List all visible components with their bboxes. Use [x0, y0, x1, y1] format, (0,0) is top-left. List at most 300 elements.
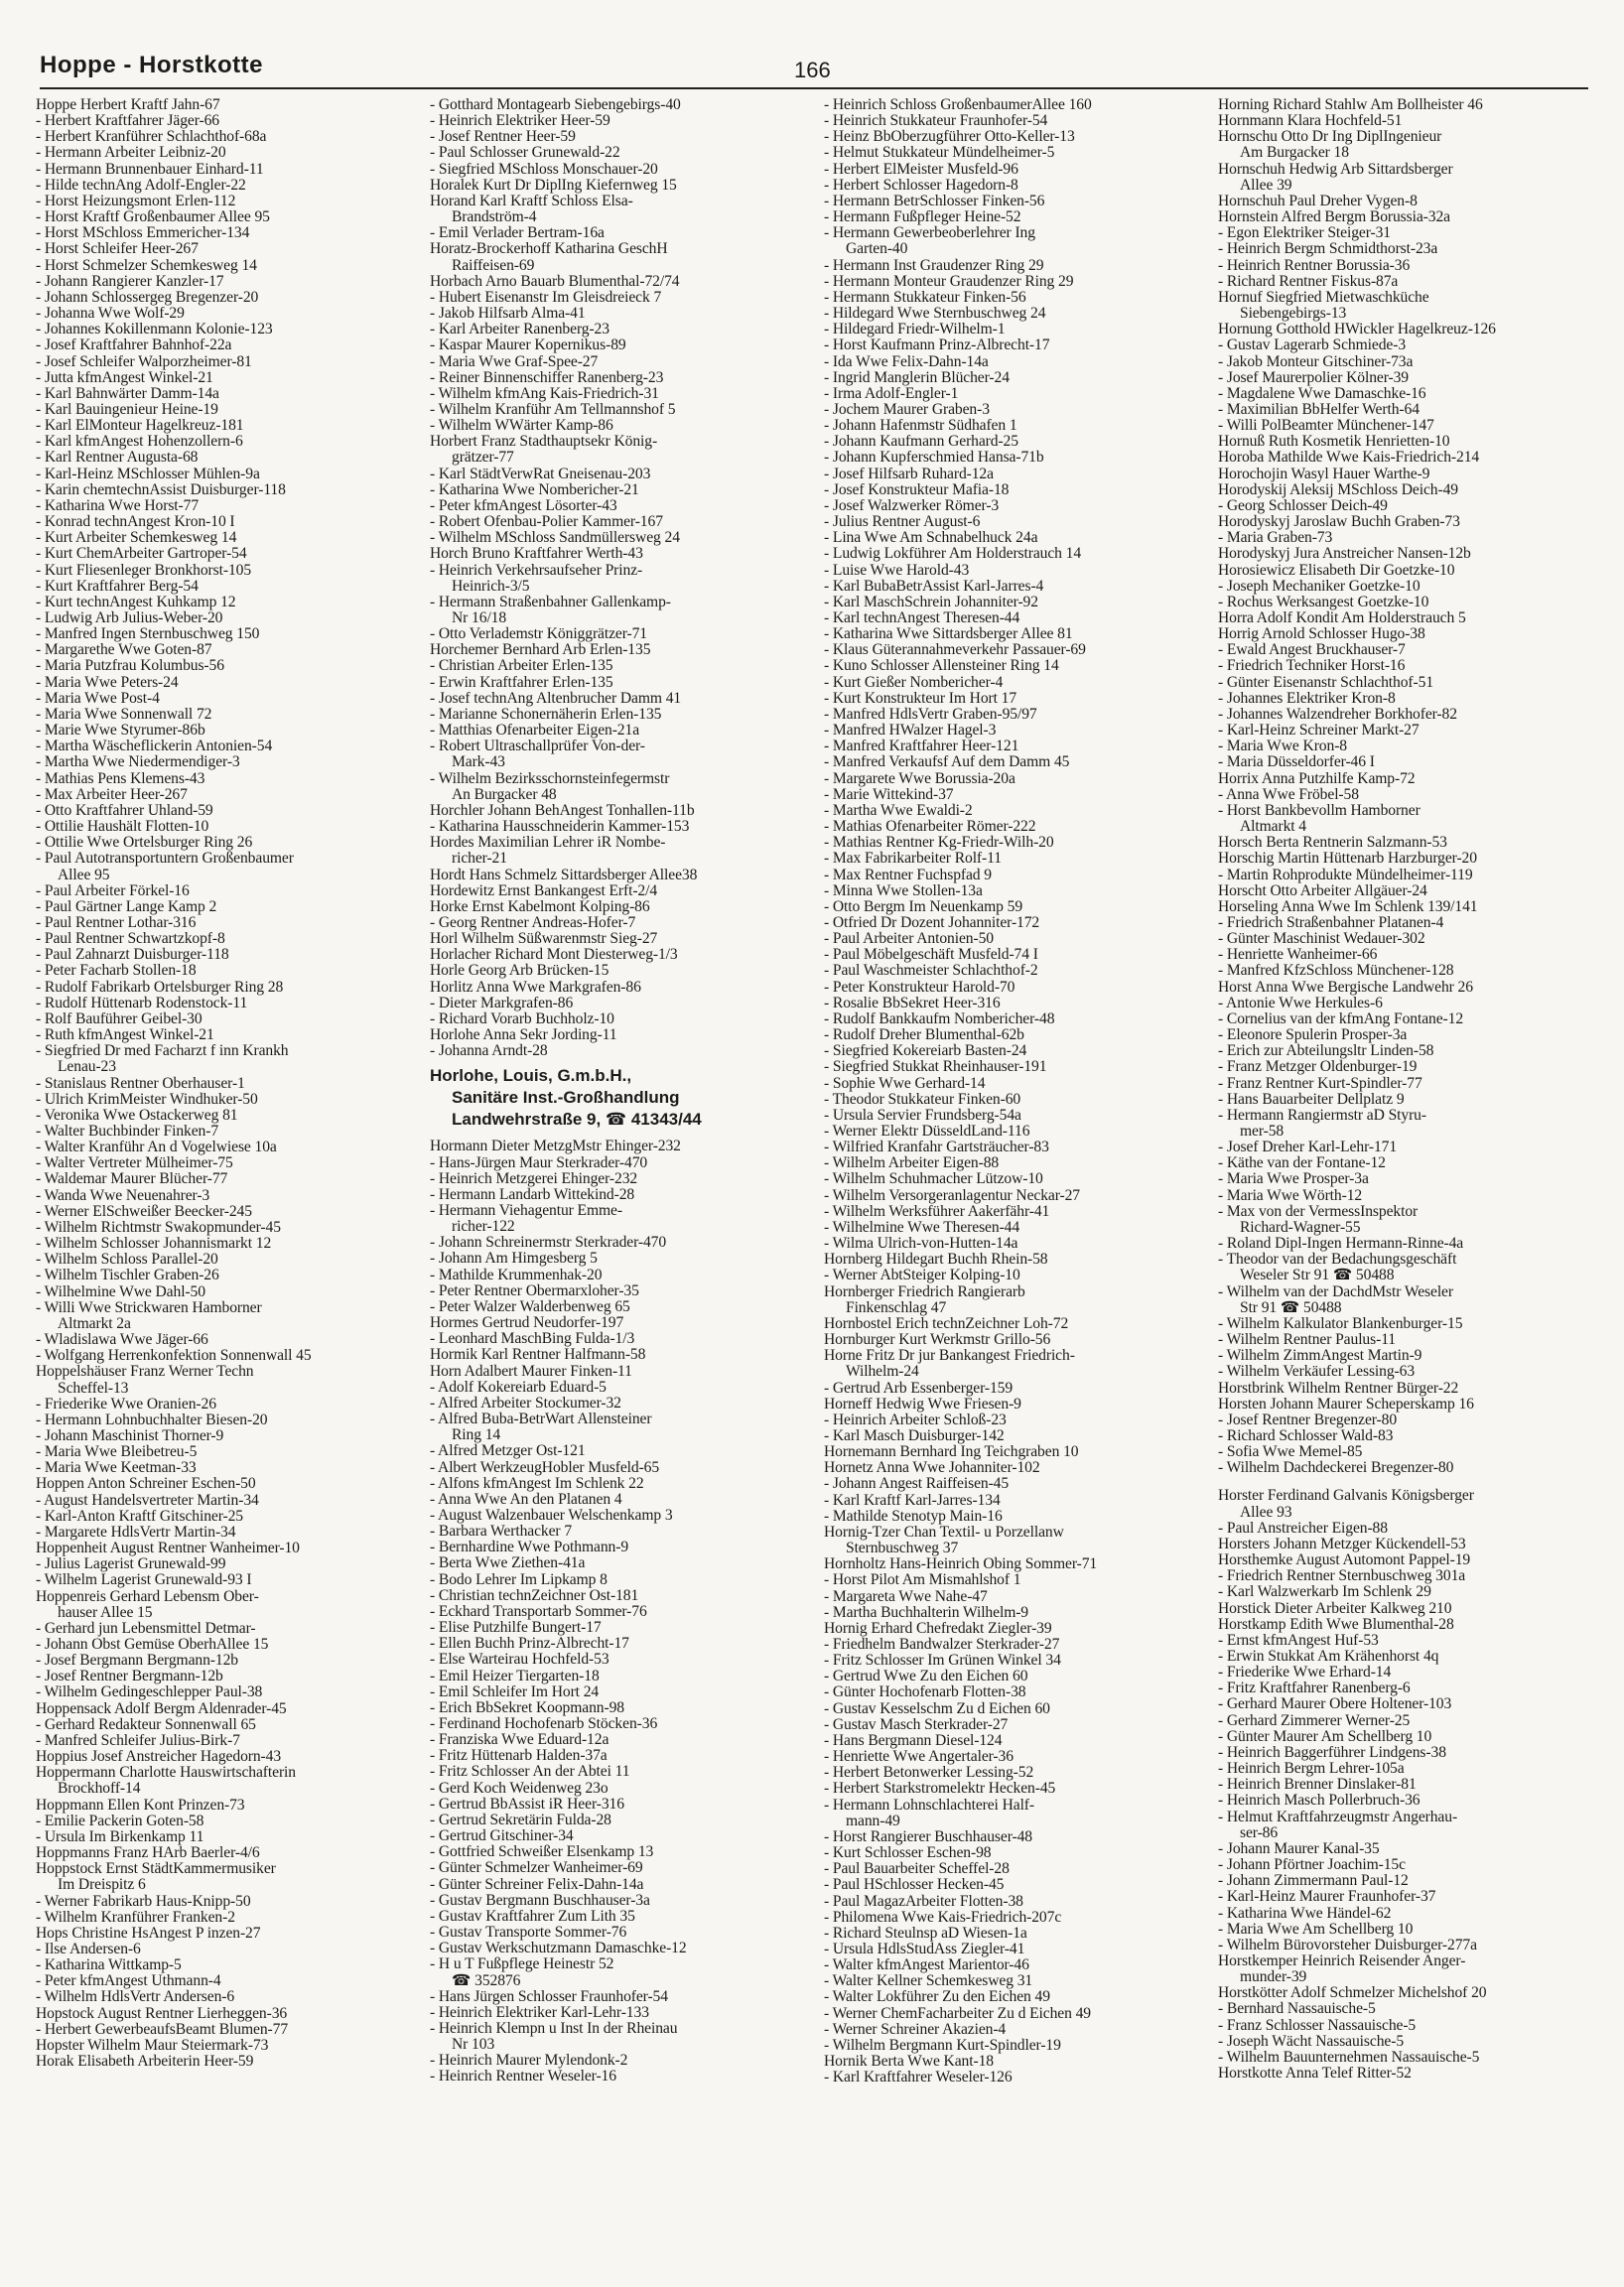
directory-entry: Hoppe Herbert Kraftf Jahn-67	[36, 97, 220, 113]
directory-entry: - Josef Rentner Bergmann-12b	[36, 1668, 223, 1685]
directory-entry: - Peter kfmAngest Uthmann-4	[36, 1972, 221, 1990]
directory-entry: - Peter Facharb Stollen-18	[36, 962, 197, 980]
directory-entry-continuation: Finkenschlag 47	[846, 1298, 947, 1316]
directory-entry: - Wilhelm Kalkulator Blankenburger-15	[1218, 1314, 1463, 1332]
directory-entry-continuation: Lenau-23	[58, 1058, 116, 1076]
directory-entry: - Wilhelm Werksführer Aakerfähr-41	[824, 1202, 1050, 1220]
directory-entry: - Gustav Bergmann Buschhauser-3a	[430, 1891, 650, 1909]
directory-entry-continuation: Raiffeisen-69	[452, 256, 535, 274]
directory-entry: - Paul Anstreicher Eigen-88	[1218, 1519, 1388, 1537]
directory-entry: - Willi PolBeamter Münchener-147	[1218, 417, 1434, 435]
directory-column-3	[824, 97, 1200, 2271]
directory-entry: - Albert WerkzeugHobler Musfeld-65	[430, 1458, 660, 1476]
directory-entry: - Wilhelm Bauunternehmen Nassauische-5	[1218, 2048, 1480, 2066]
directory-entry: Hornholtz Hans-Heinrich Obing Sommer-71	[824, 1555, 1098, 1573]
directory-entry: Horbach Arno Bauarb Blumenthal-72/74	[430, 272, 680, 290]
directory-entry: - Hermann Arbeiter Leibniz-20	[36, 144, 226, 162]
directory-entry: - Marianne Schonernäherin Erlen-135	[430, 705, 662, 723]
directory-entry: - Ludwig Lokführer Am Holderstrauch 14	[824, 545, 1082, 563]
directory-entry: Horsters Johann Metzger Kückendell-53	[1218, 1535, 1466, 1552]
directory-entry: Horrig Arnold Schlosser Hugo-38	[1218, 625, 1425, 643]
directory-entry: - Kurt Konstrukteur Im Hort 17	[824, 689, 1017, 707]
directory-entry-continuation: Siebengebirgs-13	[1240, 305, 1347, 323]
directory-entry: - Paul Arbeiter Antonien-50	[824, 930, 994, 948]
directory-entry-continuation: Mark-43	[452, 753, 505, 771]
directory-entry-continuation: Allee 39	[1240, 176, 1292, 194]
directory-entry: - Hermann Viehagentur Emme-	[430, 1202, 622, 1219]
directory-entry: - Philomena Wwe Kais-Friedrich-207c	[824, 1908, 1062, 1926]
directory-entry: Horstbrink Wilhelm Rentner Bürger-22	[1218, 1379, 1459, 1397]
directory-entry: - Helmut Stukkateur Mündelheimer-5	[824, 144, 1055, 162]
directory-entry: - Paul Rentner Lothar-316	[36, 913, 197, 931]
directory-entry: Hoppius Josef Anstreicher Hagedorn-43	[36, 1748, 282, 1766]
directory-entry-continuation: grätzer-77	[452, 449, 514, 467]
directory-entry: - Karl Kraftf Karl-Jarres-134	[824, 1491, 1001, 1509]
directory-entry: - Johann Rangierer Kanzler-17	[36, 272, 224, 290]
directory-entry: Horsch Berta Rentnerin Salzmann-53	[1218, 834, 1447, 852]
directory-entry: - Katharina Hausschneiderin Kammer-153	[430, 818, 690, 836]
directory-entry: - Johanna Wwe Wolf-29	[36, 305, 185, 323]
directory-entry: - Erich zur Abteilungsltr Linden-58	[1218, 1042, 1434, 1060]
directory-entry-continuation: Weseler Str 91 ☎ 50488	[1240, 1267, 1395, 1284]
directory-entry: - Mathilde Krummenhak-20	[430, 1266, 603, 1283]
directory-entry: - Kurt technAngest Kuhkamp 12	[36, 593, 236, 610]
directory-entry: - Max von der VermessInspektor	[1218, 1202, 1419, 1220]
directory-entry: - Wilhelm Rentner Paulus-11	[1218, 1331, 1397, 1349]
directory-entry: Hornig Erhard Chefredakt Ziegler-39	[824, 1619, 1052, 1637]
directory-entry-continuation: mann-49	[846, 1812, 900, 1829]
directory-entry: - Herbert GewerbeaufsBeamt Blumen-77	[36, 2020, 289, 2038]
directory-entry: - Josef Dreher Karl-Lehr-171	[1218, 1139, 1398, 1156]
directory-entry: - Maria Wwe Kron-8	[1218, 738, 1347, 755]
directory-entry: - Johann Zimmermann Paul-12	[1218, 1872, 1409, 1890]
directory-entry: - Martha Wäscheflickerin Antonien-54	[36, 738, 273, 755]
directory-entry: - Jochem Maurer Graben-3	[824, 400, 990, 418]
directory-entry-continuation: hauser Allee 15	[58, 1603, 153, 1621]
directory-entry: - Karl Kraftfahrer Weseler-126	[824, 2069, 1013, 2086]
directory-entry: - Hans Bauarbeiter Dellplatz 9	[1218, 1090, 1405, 1108]
directory-entry: - Siegfried Stukkat Rheinhauser-191	[824, 1058, 1047, 1076]
directory-entry: - Berta Wwe Ziethen-41a	[430, 1554, 586, 1572]
directory-entry: - Horst Kaufmann Prinz-Albrecht-17	[824, 336, 1050, 354]
directory-entry: - Wilhelmine Wwe Theresen-44	[824, 1218, 1020, 1236]
directory-entry: - Maria Düsseldorfer-46 I	[1218, 753, 1375, 771]
directory-entry: - Maria Wwe Sonnenwall 72	[36, 705, 212, 723]
directory-entry: Horalek Kurt Dr DiplIng Kiefernweg 15	[430, 176, 677, 194]
directory-entry: Horosiewicz Elisabeth Dir Goetzke-10	[1218, 561, 1455, 579]
directory-entry: - Maria Wwe Wörth-12	[1218, 1186, 1363, 1204]
page-header-title: Hoppe - Horstkotte	[40, 52, 263, 78]
directory-entry: - Ellen Buchh Prinz-Albrecht-17	[430, 1635, 629, 1653]
directory-entry: - Gerd Koch Weidenweg 23o	[430, 1779, 609, 1797]
directory-entry: Hornuß Ruth Kosmetik Henrietten-10	[1218, 433, 1450, 451]
directory-entry: - Wilhelmine Wwe Dahl-50	[36, 1282, 205, 1300]
directory-entry: - Kurt Arbeiter Schemkesweg 14	[36, 529, 237, 547]
directory-entry: Hornig-Tzer Chan Textil- u Porzellanw	[824, 1523, 1064, 1541]
directory-entry: Hornik Berta Wwe Kant-18	[824, 2053, 994, 2071]
directory-entry: - Karl Bauingenieur Heine-19	[36, 400, 218, 418]
directory-entry: - Otto Bergm Im Neuenkamp 59	[824, 897, 1023, 915]
directory-entry-continuation: Garten-40	[846, 240, 908, 258]
directory-entry: Horlohe Anna Sekr Jording-11	[430, 1026, 617, 1044]
directory-entry-continuation: Brandström-4	[452, 208, 537, 226]
directory-entry: - Wilhelm HdlsVertr Andersen-6	[36, 1988, 235, 2006]
directory-entry: - Henriette Wwe Angertaler-36	[824, 1748, 1014, 1766]
directory-entry: - Robert Ofenbau-Polier Kammer-167	[430, 513, 663, 531]
directory-entry: - Hilde technAng Adolf-Engler-22	[36, 176, 246, 194]
directory-entry: - Elise Putzhilfe Bungert-17	[430, 1619, 602, 1637]
directory-entry: - Johann Schlossergeg Bregenzer-20	[36, 288, 259, 306]
directory-entry: - Fritz Kraftfahrer Ranenberg-6	[1218, 1680, 1411, 1697]
directory-entry: - Heinrich Stukkateur Fraunhofer-54	[824, 112, 1048, 130]
directory-entry: - Margarethe Wwe Goten-87	[36, 641, 212, 659]
directory-entry: - Christian technZeichner Ost-181	[430, 1586, 639, 1604]
directory-entry: - Ilse Andersen-6	[36, 1940, 141, 1957]
directory-entry-continuation: Richard-Wagner-55	[1240, 1218, 1361, 1236]
directory-entry: - Wilhelm Bergmann Kurt-Spindler-19	[824, 2036, 1061, 2054]
directory-entry: - Martha Wwe Ewaldi-2	[824, 801, 973, 819]
directory-entry: - Wilfried Kranfahr Gartsträucher-83	[824, 1139, 1049, 1156]
directory-entry: Hoppstock Ernst StädtKammermusiker	[36, 1860, 276, 1878]
directory-entry: - Gerhard Redakteur Sonnenwall 65	[36, 1715, 256, 1733]
directory-entry: - Hermann Lohnschlachterei Half-	[824, 1796, 1034, 1814]
directory-entry: - Karl-Anton Kraftf Gitschiner-25	[36, 1507, 243, 1525]
directory-entry: - Fritz Hüttenarb Halden-37a	[430, 1747, 608, 1765]
directory-entry: - Stanislaus Rentner Oberhauser-1	[36, 1074, 245, 1092]
directory-entry: - Konrad technAngest Kron-10 I	[36, 513, 235, 531]
directory-entry: - Maria Wwe Peters-24	[36, 673, 179, 691]
directory-entry: - Siegfried Dr med Facharzt f inn Krankh	[36, 1042, 289, 1060]
directory-entry: - Siegfried MSchloss Monschauer-20	[430, 160, 658, 178]
directory-entry: - Gustav Kraftfahrer Zum Lith 35	[430, 1907, 635, 1925]
directory-entry: - Marie Wwe Styrumer-86b	[36, 722, 205, 740]
directory-entry: - Manfred Ingen Sternbuschweg 150	[36, 625, 260, 643]
directory-entry: - Josef Schleifer Walporzheimer-81	[36, 352, 252, 370]
directory-entry: Horak Elisabeth Arbeiterin Heer-59	[36, 2053, 254, 2071]
directory-entry: Hoppen Anton Schreiner Eschen-50	[36, 1475, 256, 1493]
directory-entry: Horodyskyj Jaroslaw Buchh Graben-73	[1218, 513, 1460, 531]
directory-entry: - Katharina Wwe Horst-77	[36, 496, 200, 514]
directory-entry: - Jakob Hilfsarb Alma-41	[430, 305, 586, 323]
directory-entry: - Josef Rentner Bregenzer-80	[1218, 1411, 1398, 1428]
directory-entry: - Gerhard Maurer Obere Holtener-103	[1218, 1695, 1452, 1713]
directory-entry: - Günter Hochofenarb Flotten-38	[824, 1683, 1026, 1701]
directory-entry: - Erwin Stukkat Am Krähenhorst 4q	[1218, 1648, 1439, 1665]
directory-entry: - Georg Schlosser Deich-49	[1218, 496, 1388, 514]
directory-entry: - Manfred Schleifer Julius-Birk-7	[36, 1731, 240, 1749]
directory-entry: - Leonhard MaschBing Fulda-1/3	[430, 1330, 635, 1348]
directory-entry: - Johann Angest Raiffeisen-45	[824, 1475, 1010, 1493]
page-number: 166	[794, 58, 831, 82]
directory-entry: - Gertrud Sekretärin Fulda-28	[430, 1811, 611, 1828]
directory-entry: - Johann Kaufmann Gerhard-25	[824, 433, 1018, 451]
directory-entry: Hornstein Alfred Bergm Borussia-32a	[1218, 208, 1450, 226]
directory-entry: Hornuf Siegfried Mietwaschküche	[1218, 288, 1429, 306]
directory-entry: - Barbara Werthacker 7	[430, 1523, 573, 1541]
directory-entry-continuation: richer-122	[452, 1218, 515, 1236]
directory-entry: - Mathias Rentner Kg-Friedr-Wilh-20	[824, 834, 1054, 852]
directory-entry: - Gerhard jun Lebensmittel Detmar-	[36, 1619, 256, 1637]
directory-entry: Hormik Karl Rentner Halfmann-58	[430, 1346, 646, 1364]
directory-entry: - Katharina Wwe Händel-62	[1218, 1904, 1392, 1922]
directory-entry-continuation: An Burgacker 48	[452, 785, 557, 803]
directory-entry: - Josef Hilfsarb Ruhard-12a	[824, 465, 994, 482]
directory-entry: Hornmann Klara Hochfeld-51	[1218, 112, 1403, 130]
directory-entry: Horstkamp Edith Wwe Blumenthal-28	[1218, 1615, 1454, 1633]
directory-entry: - Wilhelm Schlosser Johannismarkt 12	[36, 1235, 272, 1253]
directory-entry: - Friedrich Techniker Horst-16	[1218, 657, 1406, 675]
directory-entry: - Eckhard Transportarb Sommer-76	[430, 1602, 647, 1620]
directory-entry: - Fritz Schlosser Im Grünen Winkel 34	[824, 1652, 1061, 1670]
directory-entry: - Hermann Rangiermstr aD Styru-	[1218, 1106, 1426, 1124]
directory-entry: - Gertrud BbAssist iR Heer-316	[430, 1795, 624, 1813]
directory-entry: - Richard Vorarb Buchholz-10	[430, 1009, 614, 1027]
directory-entry: - Emilie Packerin Goten-58	[36, 1812, 204, 1829]
directory-entry: - Richard Schlosser Wald-83	[1218, 1426, 1394, 1444]
directory-entry: Horster Ferdinand Galvanis Königsberger	[1218, 1487, 1474, 1505]
directory-entry: - Werner Elektr DüsseldLand-116	[824, 1123, 1030, 1140]
directory-entry: - Johann Obst Gemüse OberhAllee 15	[36, 1636, 269, 1653]
directory-entry-continuation: Allee 93	[1240, 1503, 1292, 1521]
directory-entry: - Ingrid Manglerin Blücher-24	[824, 368, 1010, 386]
directory-entry: - Mathilde Stenotyp Main-16	[824, 1507, 1003, 1525]
directory-entry: - Margarete HdlsVertr Martin-34	[36, 1523, 236, 1541]
directory-entry-continuation: Ring 14	[452, 1426, 501, 1444]
directory-entry: - Gertrud Arb Essenberger-159	[824, 1379, 1014, 1397]
directory-entry: - Hermann Monteur Graudenzer Ring 29	[824, 272, 1074, 290]
directory-entry: - Paul Schlosser Grunewald-22	[430, 144, 620, 162]
directory-entry: - Hermann Lohnbuchhalter Biesen-20	[36, 1411, 268, 1428]
directory-entry: - Christian Arbeiter Erlen-135	[430, 657, 613, 675]
directory-entry: - Wilhelm Schloss Parallel-20	[36, 1251, 218, 1269]
directory-entry: - Werner ChemFacharbeiter Zu d Eichen 49	[824, 2004, 1091, 2022]
directory-entry: - Magdalene Wwe Damaschke-16	[1218, 384, 1426, 402]
directory-entry: - Karl Bahnwärter Damm-14a	[36, 384, 219, 402]
directory-entry: Horodyskij Aleksij MSchloss Deich-49	[1218, 480, 1458, 498]
directory-entry: Horchemer Bernhard Arb Erlen-135	[430, 641, 651, 659]
directory-entry: - Friederike Wwe Erhard-14	[1218, 1664, 1392, 1682]
directory-entry: Horsthemke August Automont Pappel-19	[1218, 1551, 1471, 1569]
directory-entry: Horstkotte Anna Telef Ritter-52	[1218, 2065, 1412, 2083]
directory-entry: - Sophie Wwe Gerhard-14	[824, 1074, 986, 1092]
directory-entry: - Manfred Verkaufsf Auf dem Damm 45	[824, 753, 1070, 771]
directory-entry: - Hans Bergmann Diesel-124	[824, 1731, 1003, 1749]
directory-entry: - Ida Wwe Felix-Dahn-14a	[824, 352, 989, 370]
directory-entry: Hordes Maximilian Lehrer iR Nombe-	[430, 834, 666, 852]
directory-entry: - Wilhelm Bürovorsteher Duisburger-277a	[1218, 1936, 1477, 1953]
directory-entry: - Horst Bankbevollm Hamborner	[1218, 801, 1421, 819]
directory-entry: Horstick Dieter Arbeiter Kalkweg 210	[1218, 1599, 1452, 1617]
directory-entry: - Herbert Kranführer Schlachthof-68a	[36, 128, 267, 146]
directory-entry: Horke Ernst Kabelmont Kolping-86	[430, 897, 650, 915]
directory-entry: Hops Christine HsAngest P inzen-27	[36, 1924, 261, 1942]
directory-entry: Horatz-Brockerhoff Katharina GeschH	[430, 240, 668, 258]
directory-entry-continuation: ser-86	[1240, 1823, 1279, 1841]
directory-entry: - Henriette Wanheimer-66	[1218, 946, 1378, 964]
directory-entry: - Heinrich Rentner Weseler-16	[430, 2068, 616, 2085]
directory-entry: - Karl-Heinz MSchlosser Mühlen-9a	[36, 465, 260, 482]
directory-entry: - Heinrich Arbeiter Schloß-23	[824, 1411, 1007, 1428]
directory-entry: - Jutta kfmAngest Winkel-21	[36, 368, 213, 386]
directory-entry: Hoppmanns Franz HArb Baerler-4/6	[36, 1844, 260, 1862]
directory-entry: Horseling Anna Wwe Im Schlenk 139/141	[1218, 897, 1478, 915]
directory-entry: Horscht Otto Arbeiter Allgäuer-24	[1218, 881, 1427, 899]
directory-entry: - Kuno Schlosser Allensteiner Ring 14	[824, 657, 1059, 675]
directory-entry: - Paul Gärtner Lange Kamp 2	[36, 897, 217, 915]
directory-entry: - Gottfried Schweißer Elsenkamp 13	[430, 1843, 654, 1861]
directory-entry: - Johanna Arndt-28	[430, 1042, 548, 1060]
directory-entry: - Wilhelm kfmAng Kais-Friedrich-31	[430, 384, 659, 402]
directory-entry: Horstkötter Adolf Schmelzer Michelshof 20	[1218, 1984, 1487, 2002]
directory-entry: - Peter kfmAngest Lösorter-43	[430, 496, 617, 514]
directory-entry-continuation: Nr 16/18	[452, 609, 507, 626]
directory-entry: - Mathias Ofenarbeiter Römer-222	[824, 818, 1036, 836]
directory-entry: Horochojin Wasyl Hauer Warthe-9	[1218, 465, 1430, 482]
ad-business-type: Sanitäre Inst.-Großhandlung	[452, 1088, 680, 1108]
directory-entry: - Kaspar Maurer Kopernikus-89	[430, 336, 626, 354]
directory-entry: - Waldemar Maurer Blücher-77	[36, 1170, 228, 1188]
directory-entry: - Herbert Starkstromelektr Hecken-45	[824, 1780, 1056, 1798]
directory-entry: - Werner ElSchweißer Beecker-245	[36, 1202, 252, 1220]
directory-entry: - Otfried Dr Dozent Johanniter-172	[824, 913, 1040, 931]
directory-entry: - Hermann Inst Graudenzer Ring 29	[824, 256, 1044, 274]
directory-entry: - Ursula HdlsStudAss Ziegler-41	[824, 1940, 1025, 1957]
directory-entry: - Katharina Wwe Nombericher-21	[430, 480, 639, 498]
directory-entry: - Josef Kraftfahrer Bahnhof-22a	[36, 336, 232, 354]
directory-entry-continuation: mer-58	[1240, 1123, 1285, 1140]
directory-entry: - Günter Eisenanstr Schlachthof-51	[1218, 673, 1434, 691]
directory-entry: - Karl Rentner Augusta-68	[36, 449, 199, 467]
directory-entry: - Werner Schreiner Akazien-4	[824, 2020, 1007, 2038]
directory-entry: Hornetz Anna Wwe Johanniter-102	[824, 1459, 1040, 1477]
directory-entry: - Hermann Brunnenbauer Einhard-11	[36, 160, 264, 178]
directory-entry: - Reiner Binnenschiffer Ranenberg-23	[430, 368, 664, 386]
directory-entry: Horsten Johann Maurer Scheperskamp 16	[1218, 1395, 1474, 1413]
directory-entry: - Roland Dipl-Ingen Hermann-Rinne-4a	[1218, 1235, 1464, 1253]
directory-entry: Horch Bruno Kraftfahrer Werth-43	[430, 545, 643, 563]
directory-entry: - Heinrich Klempn u Inst In der Rheinau	[430, 2019, 678, 2037]
directory-entry: - Martha Buchhalterin Wilhelm-9	[824, 1603, 1029, 1621]
directory-entry: - Josef Konstrukteur Mafia-18	[824, 480, 1010, 498]
directory-entry: Horning Richard Stahlw Am Bollheister 46	[1218, 97, 1483, 113]
directory-entry-continuation: Allee 95	[58, 866, 110, 883]
directory-entry: - Ernst kfmAngest Huf-53	[1218, 1631, 1379, 1649]
directory-entry: - Theodor van der Bedachungsgeschäft	[1218, 1251, 1457, 1269]
directory-entry-continuation: Str 91 ☎ 50488	[1240, 1298, 1342, 1316]
directory-entry: - Maria Wwe Graf-Spee-27	[430, 352, 599, 370]
directory-entry: - Helmut Kraftfahrzeugmstr Angerhau-	[1218, 1808, 1458, 1825]
directory-entry: - Horst Rangierer Buschhauser-48	[824, 1827, 1032, 1845]
directory-entry: - Antonie Wwe Herkules-6	[1218, 994, 1383, 1011]
directory-entry: - Gustav Lagerarb Schmiede-3	[1218, 336, 1407, 354]
directory-entry: - Hans Jürgen Schlosser Fraunhofer-54	[430, 1987, 668, 2005]
directory-entry-continuation: Am Burgacker 18	[1240, 144, 1349, 162]
directory-entry: Horl Wilhelm Süßwarenmstr Sieg-27	[430, 930, 658, 948]
directory-entry: - Karl technAngest Theresen-44	[824, 609, 1020, 626]
directory-entry: Hoppermann Charlotte Hauswirtschafterin	[36, 1764, 296, 1782]
directory-entry: - Paul Waschmeister Schlachthof-2	[824, 962, 1038, 980]
directory-entry: - Josef Walzwerker Römer-3	[824, 496, 1000, 514]
directory-entry: - Ruth kfmAngest Winkel-21	[36, 1026, 214, 1044]
directory-entry: Hopstock August Rentner Lierheggen-36	[36, 2004, 288, 2022]
directory-entry: Hoppelshäuser Franz Werner Techn	[36, 1363, 254, 1381]
directory-entry: - Gertrud Wwe Zu den Eichen 60	[824, 1668, 1028, 1685]
directory-entry: - Georg Rentner Andreas-Hofer-7	[430, 913, 636, 931]
directory-entry: - Alfred Metzger Ost-121	[430, 1442, 586, 1460]
directory-entry: - Ewald Angest Bruckhauser-7	[1218, 641, 1406, 659]
directory-entry: Horlacher Richard Mont Diesterweg-1/3	[430, 946, 678, 964]
directory-entry: - Wanda Wwe Neuenahrer-3	[36, 1186, 210, 1204]
directory-column-2	[430, 97, 806, 2271]
header-divider	[40, 87, 1588, 89]
directory-entry: - Johann Kupferschmied Hansa-71b	[824, 449, 1044, 467]
directory-entry: - Hermann Gewerbeoberlehrer Ing	[824, 224, 1035, 242]
directory-entry: - Johann Maschinist Thorner-9	[36, 1426, 224, 1444]
directory-entry: - Horst Schmelzer Schemkesweg 14	[36, 256, 257, 274]
directory-entry: - Ludwig Arb Julius-Weber-20	[36, 609, 223, 626]
directory-entry: - Johann Am Himgesberg 5	[430, 1250, 598, 1268]
directory-entry: - Paul Autotransportuntern Großenbaumer	[36, 850, 294, 868]
directory-entry: - Werner AbtSteiger Kolping-10	[824, 1267, 1020, 1284]
directory-entry: - Josef Rentner Heer-59	[430, 128, 576, 146]
directory-entry: - Egon Elektriker Steiger-31	[1218, 224, 1391, 242]
directory-entry: - Karl Masch Duisburger-142	[824, 1426, 1005, 1444]
directory-entry: - Walter Buchbinder Finken-7	[36, 1123, 219, 1140]
directory-entry: - Paul Zahnarzt Duisburger-118	[36, 946, 229, 964]
directory-entry: - Ursula Im Birkenkamp 11	[36, 1827, 204, 1845]
directory-entry: - Veronika Wwe Ostackerweg 81	[36, 1106, 238, 1124]
directory-entry: - Wilhelm Arbeiter Eigen-88	[824, 1154, 1000, 1172]
directory-entry: Horoba Mathilde Wwe Kais-Friedrich-214	[1218, 449, 1480, 467]
directory-entry: - Karin chemtechnAssist Duisburger-118	[36, 480, 286, 498]
directory-entry: - Gustav Masch Sterkrader-27	[824, 1715, 1009, 1733]
directory-entry: - Siegfried Kokereiarb Basten-24	[824, 1042, 1027, 1060]
directory-entry: - Maria Wwe Keetman-33	[36, 1459, 197, 1477]
directory-entry: Hornschuh Paul Dreher Vygen-8	[1218, 192, 1418, 209]
directory-entry: - Katharina Wwe Sittardsberger Allee 81	[824, 625, 1073, 643]
directory-entry: - Johannes Walzendreher Borkhofer-82	[1218, 705, 1457, 723]
directory-entry: - Adolf Kokereiarb Eduard-5	[430, 1378, 607, 1396]
directory-entry: - Kurt Fliesenleger Bronkhorst-105	[36, 561, 252, 579]
directory-entry: - Friedhelm Bandwalzer Sterkrader-27	[824, 1636, 1060, 1653]
directory-entry: - Wilhelm Bezirksschornsteinfegermstr	[430, 769, 670, 787]
directory-entry-continuation: ☎ 352876	[452, 1971, 521, 1989]
directory-entry: - Josef Bergmann Bergmann-12b	[36, 1652, 238, 1670]
directory-entry: - Ulrich KrimMeister Windhuker-50	[36, 1090, 258, 1108]
directory-entry: - Klaus Güterannahmeverkehr Passauer-69	[824, 641, 1086, 659]
directory-entry: - Lina Wwe Am Schnabelhuck 24a	[824, 529, 1038, 547]
directory-entry: - Friedrich Straßenbahner Platanen-4	[1218, 913, 1444, 931]
directory-entry: - Margarete Wwe Borussia-20a	[824, 769, 1015, 787]
directory-entry: Horra Adolf Kondit Am Holderstrauch 5	[1218, 609, 1466, 626]
directory-entry: - Gustav Werkschutzmann Damaschke-12	[430, 1940, 687, 1957]
directory-entry: - Friederike Wwe Oranien-26	[36, 1395, 216, 1413]
directory-entry: Horodyskyj Jura Anstreicher Nansen-12b	[1218, 545, 1471, 563]
directory-entry: - Friedrich Rentner Sternbuschweg 301a	[1218, 1567, 1466, 1585]
directory-entry: - Josef Maurerpolier Kölner-39	[1218, 368, 1409, 386]
directory-entry: - Ottilie Wwe Ortelsburger Ring 26	[36, 834, 253, 852]
directory-entry: Hoppenreis Gerhard Lebensm Ober-	[36, 1587, 259, 1605]
directory-entry: Horlitz Anna Wwe Markgrafen-86	[430, 978, 641, 996]
directory-entry: Hordt Hans Schmelz Sittardsberger Allee38	[430, 866, 698, 883]
directory-entry: - Alfred Arbeiter Stockumer-32	[430, 1394, 621, 1412]
directory-entry: - Maria Putzfrau Kolumbus-56	[36, 657, 224, 675]
directory-entry: - Heinrich Rentner Borussia-36	[1218, 256, 1411, 274]
directory-entry: - Wilhelm Dachdeckerei Bregenzer-80	[1218, 1459, 1454, 1477]
directory-entry: - Karl Walzwerkarb Im Schlenk 29	[1218, 1583, 1431, 1601]
directory-entry: - Kurt Schlosser Eschen-98	[824, 1844, 992, 1862]
directory-entry: - Johann Maurer Kanal-35	[1218, 1839, 1380, 1857]
